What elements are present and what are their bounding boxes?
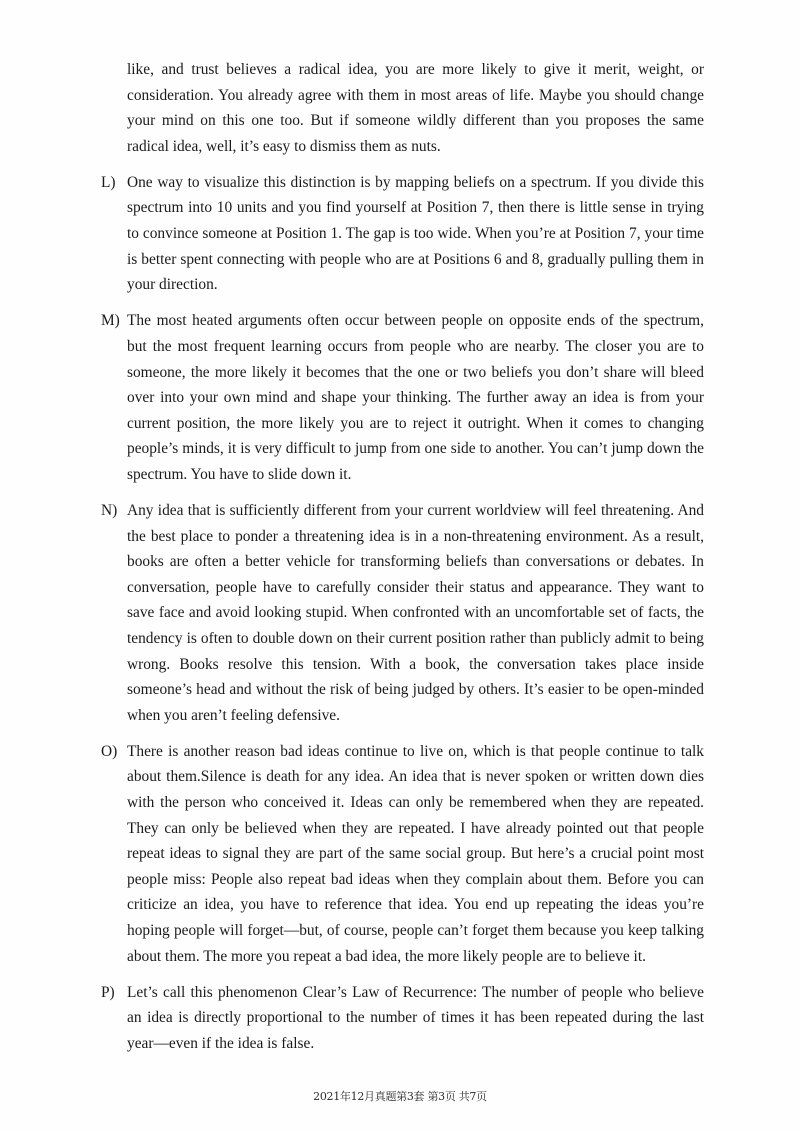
paragraph-label: P) bbox=[101, 983, 115, 1001]
document-body bbox=[101, 57, 704, 1056]
paragraph-text: There is another reason bad ideas continue to live on, which is that people continue to talk about them.Silence is death for any idea. An idea that is never spoken or written down dies with the person who conceived it. Ideas can only be remembered when they are repeated. They can only be believed when they are repeated. I have already pointed out that people repeat ideas to signal they are part of the same social group. But here’s a crucial point most people miss: People also repeat bad ideas when they complain about them. Before you can criticize an idea, you have to reference that idea. You end up repeating the ideas you’re hoping people will forget—but, of course, people can’t forget them because you keep talking about them. The more you repeat a bad idea, the more likely people are to believe it. bbox=[127, 742, 704, 965]
paragraph-text: One way to visualize this distinction is by mapping beliefs on a spectrum. If you divide this spectrum into 10 units and you find yourself at Position 7, then there is little sense in trying to convince someone at Position 1. The gap is too wide. When you’re at Position 7, your time is better spent connecting with people who are at Positions 6 and 8, gradually pulling them in your direction. bbox=[127, 173, 704, 294]
paragraph-label: M) bbox=[101, 312, 120, 330]
paragraph-o bbox=[101, 739, 704, 969]
paragraph-text: Let’s call this phenomenon Clear’s Law of Recurrence: The number of people who believe an idea is directly proportional to the number of times it has been repeated during the last year—even if the idea is false. bbox=[127, 983, 704, 1052]
paragraph-text: Any idea that is sufficiently different from your current worldview will feel threatening. And the best place to ponder a threatening idea is in a non-threatening environment. As a result, books are often a better vehicle for transforming beliefs than conversations or debates. In conversation, people have to carefully consider their status and appearance. They want to save face and avoid looking stupid. When confronted with an uncomfortable set of facts, the tendency is often to double down on their current position rather than publicly admit to being wrong. Books resolve this tension. With a book, the conversation takes place inside someone’s head and without the risk of being judged by others. It’s easier to be open-minded when you aren’t feeling defensive. bbox=[127, 502, 704, 724]
paragraph-label: N) bbox=[101, 502, 118, 519]
continuation-paragraph: like, and trust believes a radical idea, you are more likely to give it merit, weight, or consideration. You already agree with them in most areas of life. Maybe you should change your mind on this one too. But if someone wildly different than you proposes the same radical idea, well, it’s easy to dismiss them as nuts. bbox=[127, 61, 704, 155]
paragraph-p bbox=[101, 980, 704, 1057]
paragraph-l bbox=[101, 170, 704, 298]
page-footer: 2021年12月真题第3套 第3页 共7页 bbox=[313, 1090, 487, 1103]
paragraph-label: L) bbox=[101, 173, 116, 191]
paragraph-text: The most heated arguments often occur between people on opposite ends of the spectrum, but the most frequent learning occurs from people who are nearby. The closer you are to someone, the more likely it becomes that the one or two beliefs you don’t share will bleed over into your own mind and shape your thinking. The further away an idea is from your current position, the more likely you are to reject it outright. When it comes to changing people’s minds, it is very difficult to jump from one side to another. You can’t jump down the spectrum. You have to slide down it. bbox=[127, 312, 704, 483]
paragraph-label: O) bbox=[101, 742, 118, 760]
paragraph-m bbox=[101, 308, 704, 487]
paragraph-n bbox=[101, 498, 704, 728]
